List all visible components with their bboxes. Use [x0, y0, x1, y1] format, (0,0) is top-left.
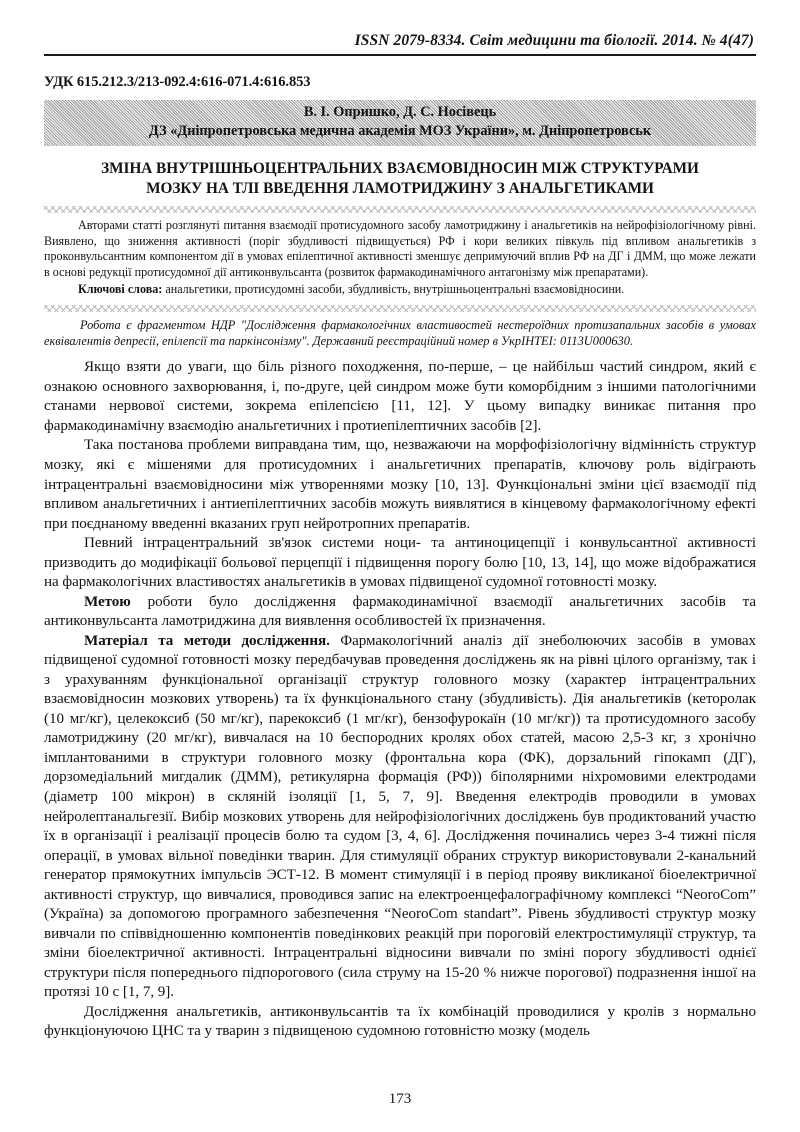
udc-code: УДК 615.212.3/213-092.4:616-071.4:616.853 — [44, 74, 311, 90]
article-title-line2: МОЗКУ НА ТЛІ ВВЕДЕННЯ ЛАМОТРИДЖИНУ З АНАЛЬГЕТИКАМИ — [146, 179, 654, 197]
article-affiliation: ДЗ «Дніпропетровська медична академія МОЗ України», м. Дніпропетровськ — [148, 123, 652, 140]
article-body — [44, 358, 756, 1042]
running-head: ISSN 2079-8334. Світ медицини та біології. 2014. № 4(47) — [354, 32, 754, 49]
paragraph-text: Дослідження анальгетиків, антиконвульсантів та їх комбінацій проводилися у кролів з нормально функціонуючою ЦНС та у тварин з підвищеною судомною готовністю мозку (модель — [44, 1003, 756, 1040]
keywords-line — [44, 282, 756, 298]
funding-note: Робота є фрагментом НДР "Дослідження фармакологічних властивостей нестероїдних протизапальних засобів в умовах еквівалентів депресії, епілепсії та паркінсонізму". Державний реєстраційний номер в УкрІНТЕІ: 0113U000630. — [44, 317, 756, 348]
body-paragraph — [44, 436, 756, 534]
article-authors: В. І. Опришко, Д. С. Носівець — [303, 104, 497, 120]
body-paragraph — [44, 632, 756, 1003]
header-rule — [44, 54, 756, 56]
body-paragraph — [44, 1003, 756, 1042]
paragraph-lead: Матеріал та методи дослідження. — [84, 632, 330, 649]
paragraph-lead: Метою — [84, 593, 131, 610]
abstract-text: Авторами статті розглянуті питання взаємодії протисудомного засобу ламотриджину і анальгетиків на нейрофізіологічному рівні. Виявлено, що зниження активності (поріг збудливості підвищується) РФ і кори великих півкуль під впливом анальгетиків з проконвульсантним компонентом дії в умовах епілептичної активності зменшує депримуючий вплив РФ на ДГ і ДММ, що може лежати в основі редукції протисудомної дії антиконвульсанта (розвиток фармакодинамічного антагонізму між препаратами). — [44, 217, 756, 280]
body-paragraph — [44, 534, 756, 593]
body-paragraph — [44, 358, 756, 436]
article-title-line1: ЗМІНА ВНУТРІШНЬОЦЕНТРАЛЬНИХ ВЗАЄМОВІДНОСИН МІЖ СТРУКТУРАМИ — [101, 159, 699, 177]
page-title — [44, 159, 756, 199]
keywords-value: анальгетики, протисудомні засоби, збудливість, внутрішньоцентральні взаємовідносини. — [165, 281, 625, 296]
keywords-label: Ключові слова: — [78, 281, 163, 296]
paragraph-text: Така постанова проблеми виправдана тим, що, незважаючи на морфофізіологічну відмінність структур мозку, які є мішенями для протисудомних і анальгетичних препаратів, ключову роль відіграють інтрацентральні взаємовідносини між утвореннями мозку [10, 13]. Функціональні зміни цієї взаємодії під впливом анальгетичних і антиепілептичних засобів можуть виявлятися в кінцевому фармакологічному ефекті при поєднаному введенні вказаних груп нейротропних препаратів. — [44, 437, 756, 532]
body-paragraph — [44, 593, 756, 632]
wavy-divider-bottom — [44, 305, 756, 312]
paragraph-text: роботи було дослідження фармакодинамічної взаємодії анальгетичних засобів та антиконвульсанта ламотриджина для виявлення особливостей їх призначення. — [44, 593, 756, 630]
abstract-section — [44, 218, 756, 298]
paragraph-text: Якщо взяти до уваги, що біль різного походження, по-перше, – це найбільш частий синдром, який є ознакою основного захворювання, і, по-друге, цей синдром може бути коморбідним з іншими патологічними станами нервової системи, зокрема епілепсією [11, 12]. У цьому випадку виникає питання про фармакодинамічну взаємодію анальгетичних і протиепілептичних засобів [2]. — [44, 359, 756, 434]
paragraph-text: Фармакологічний аналіз дії знеболюючих засобів в умовах підвищеної судомної готовності мозку передбачував проведення досліджень як на рівні цілого організму, так і з урахуванням функціональної організації структур головного мозку (характер інтрацентральних взаємовідносин мозкових утворень) та їх функціонального стану (збудливість). Дія анальгетиків (кеторолак (10 мг/кг), целекоксиб (50 мг/кг), парекоксиб (1 мг/кг), бензофурокаїн (10 мг/кг)) та протисудомного засобу ламотриджину (20 мг/кг), вивчалася на 10 беспородних кролях обох статей, масою 2,5-3 кг, з хронічно імплантованими в структури головного мозку (фронтальна кора (ФК), дорзальний гіпокамп (ДГ), дорзомедіальний мигдалик (ДММ), ретикулярна формація (РФ)) біполярними ніхромовими електродами (діаметр 100 мікрон) в скляній ізоляції [1, 5, 7, 9]. Введення електродів проводили в умовах нейролептанальгезії. Вибір мозкових утворень для нейрофізіологічних досліджень був продиктований участю їх в організації і реалізації процесів болю та судом [3, 4, 6]. Дослідження починались через 3-4 тижні після операції, в умовах вільної поведінки тварин. Для стимуляції обраних структур використовували 2-канальний генератор прямокутних імпульсів ЭСТ-12. В момент стимуляції і в період прояву викликаної біоелектричної активності структур, що вивчалися, проводився запис на електроенцефалографічному комплексі “NeoroCom” (Україна) за допомогою програмного забезпечення “NeoroCom standart”. Рівень збудливості структур мозку вивчали по співвідношенню компонентів поведінкових реакцій при пороговій електростимуляції структур, та зміни біоелектричної активності. Інтрацентральні відносини вивчали по зміні порогу збудливості однієї структури після попереднього підпорогового (сила струму на 15-20 % нижче порогової) подразнення іншої на протязі 10 с [1, 7, 9]. — [44, 632, 756, 1001]
wavy-divider-top — [44, 206, 756, 213]
author-affiliation-band — [44, 100, 756, 146]
page-number: 173 — [388, 1091, 412, 1107]
paragraph-text: Певний інтрацентральний зв'язок системи ноци- та антиноцицепції і конвульсантної активності призводить до модифікації больової перцепції і підвищення порогу болю [10, 13, 14], що може відображатися на фармакологічних властивостях анальгетиків в умовах підвищеної судомної готовності мозку. — [44, 535, 756, 591]
